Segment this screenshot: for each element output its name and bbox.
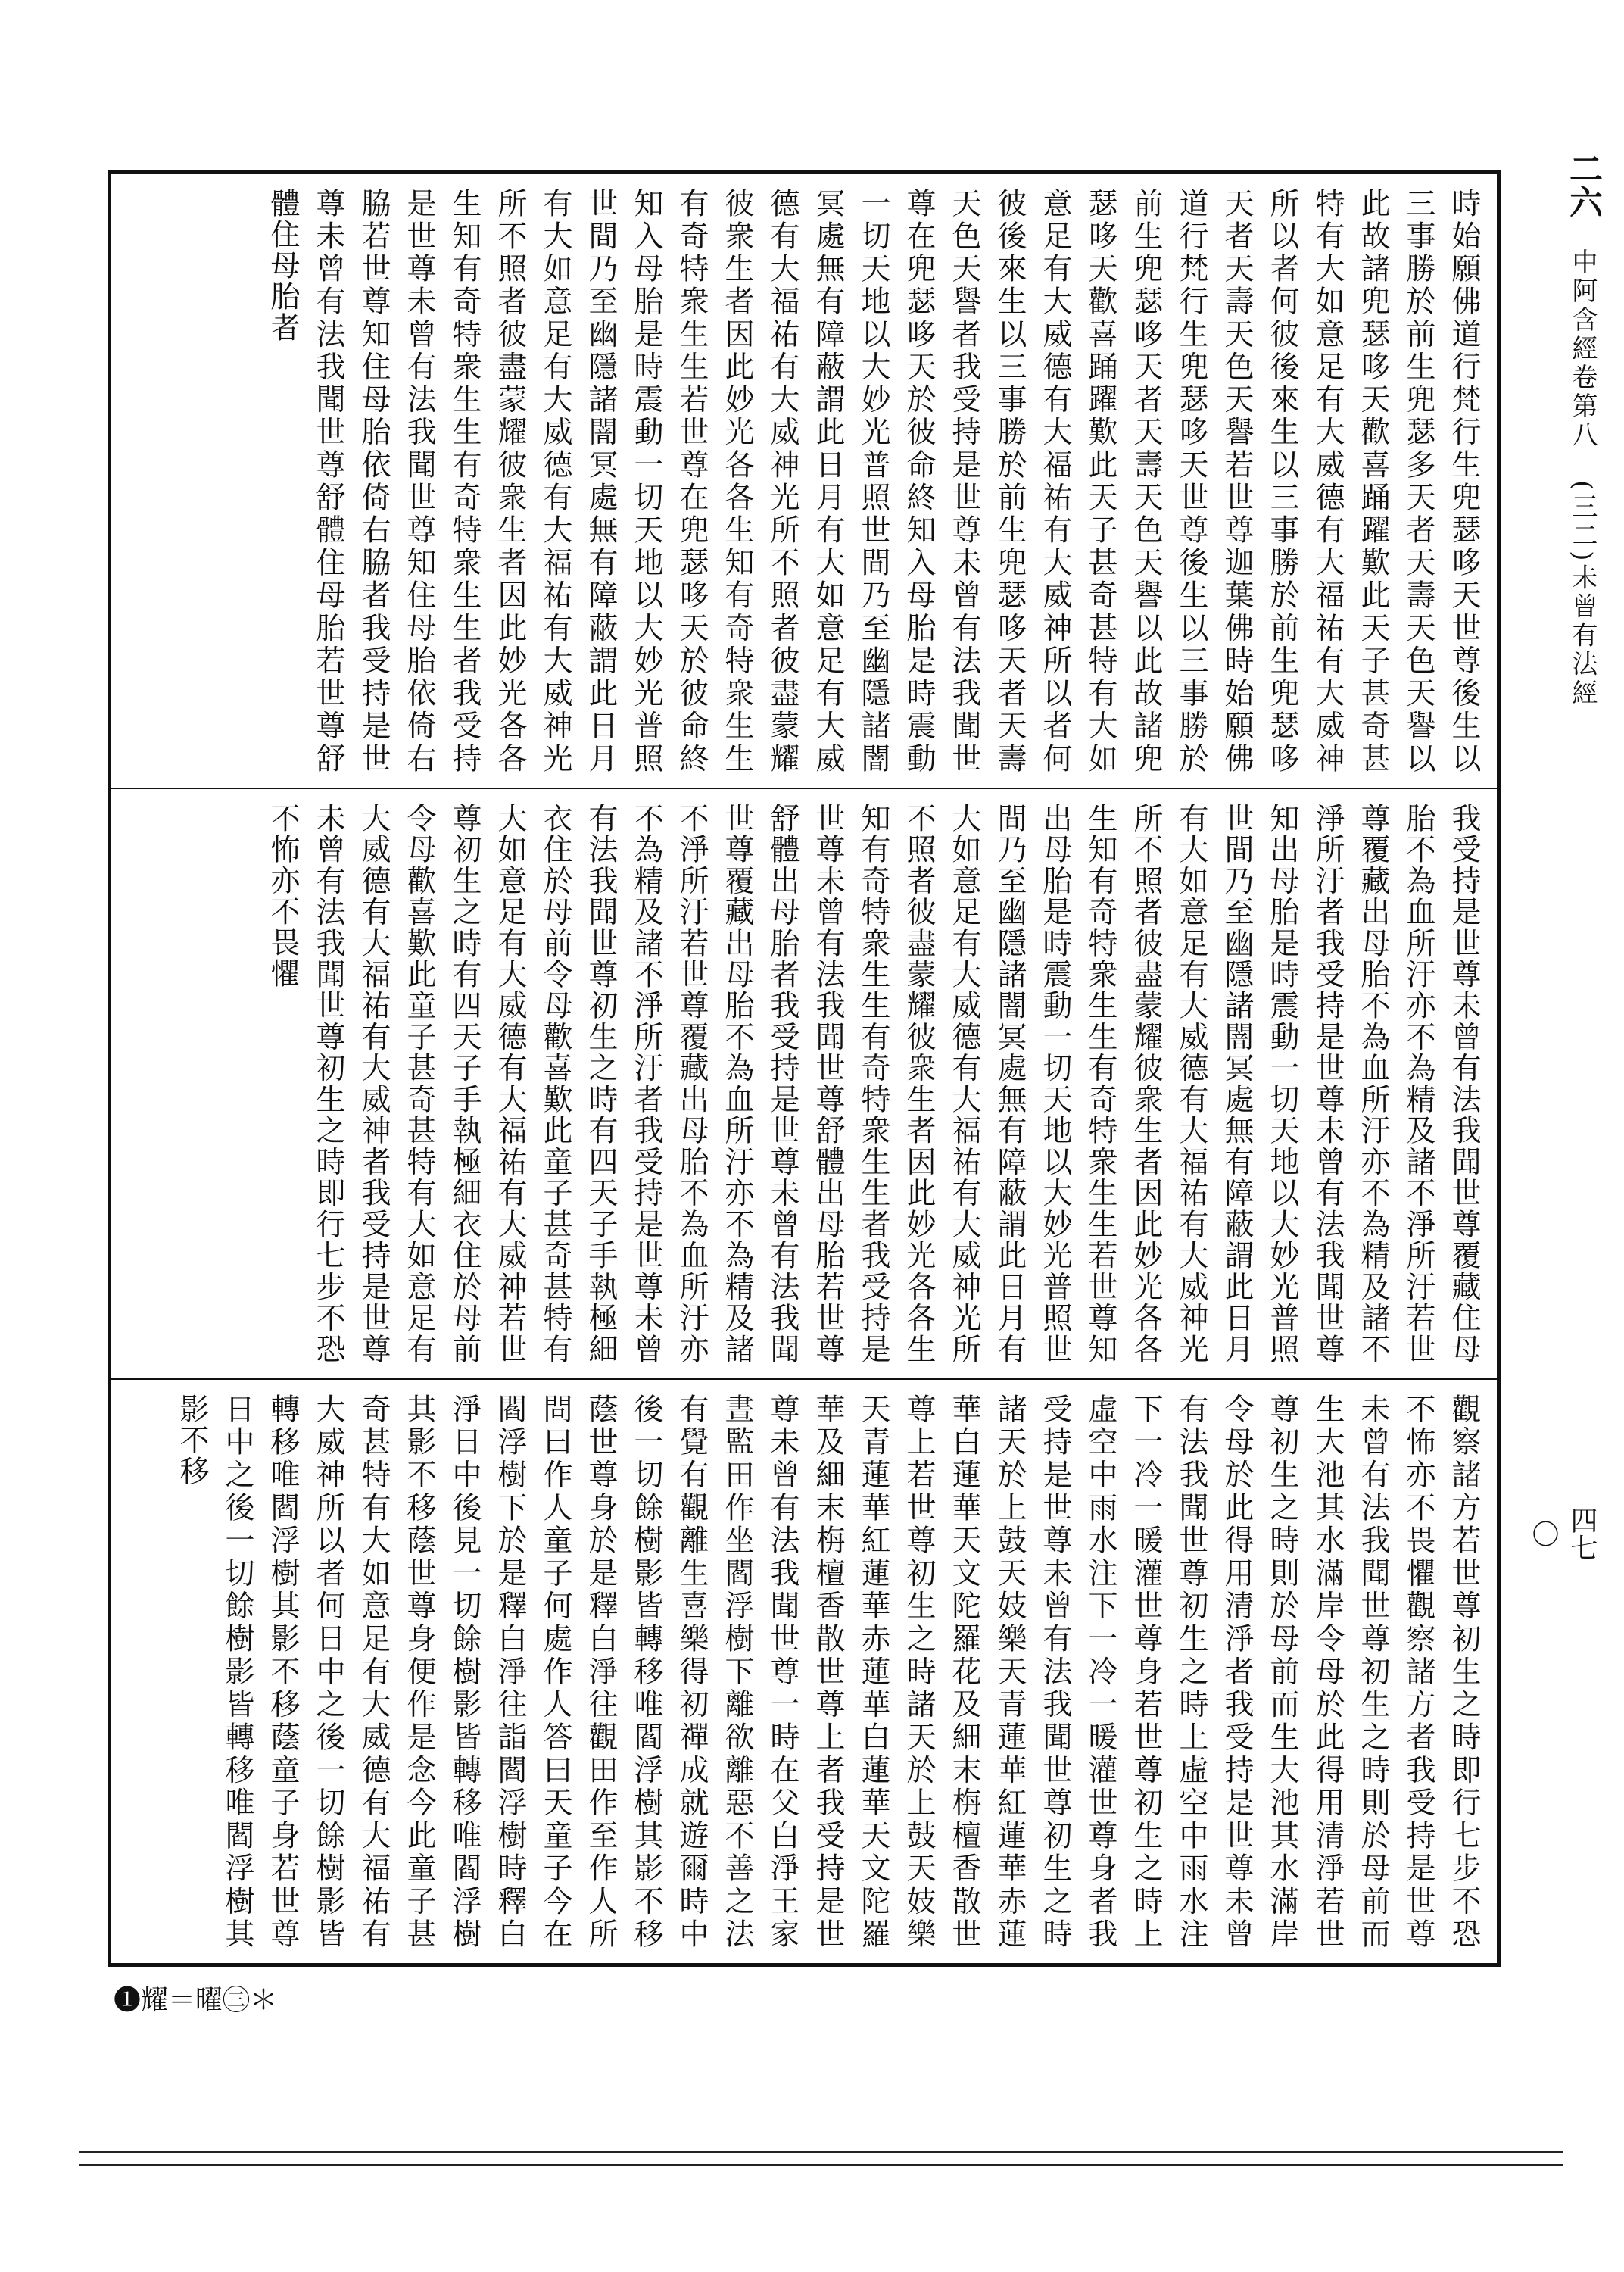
print-page-number: 四七〇 (1528, 1506, 1598, 1561)
text-register-upper (111, 174, 1497, 788)
sutra-title: (三二)未曾有法經 (1567, 480, 1598, 708)
volume-title: 中阿含經卷第八 (1567, 248, 1598, 450)
footnote: ❶耀＝曜㊂＊ (114, 1985, 278, 2016)
register-text: 時始願佛道行梵行生兜瑟哆天世尊後生以三事勝於前生兜瑟多天者天壽天色天譽以此故諸兜瑟哆天歡喜踊躍歎此天子甚奇甚特有大如意足有大威德有大福祐有大威神所以者何彼後來生以三事勝於前生兜瑟哆天者天壽天色天譽若世尊迦葉佛時始願佛道行梵行生兜瑟哆天世尊後生以三事勝於前生兜瑟哆天者天壽天色天譽以此故諸兜瑟哆天歡喜踊躍歎此天子甚奇甚特有大如意足有大威德有大福祐有大威神所以者何彼後來生以三事勝於前生兜瑟哆天者天壽天色天譽者我受持是世尊未曾有法我聞世尊在兜瑟哆天於彼命終知入母胎是時震動一切天地以大妙光普照世間乃至幽隱諸闇冥處無有障蔽謂此日月有大如意足有大威德有大福祐有大威神光所不照者彼盡蒙耀彼衆生者因此妙光各各生知有奇特衆生生有奇特衆生生若世尊在兜瑟哆天於彼命終知入母胎是時震動一切天地以大妙光普照世間乃至幽隱諸闇冥處無有障蔽謂此日月有大如意足有大威德有大福祐有大威神光所不照者彼盡蒙耀彼衆生者因此妙光各各生知有奇特衆生生有奇特衆生生者我受持是世尊未曾有法我聞世尊知住母胎依倚右脇若世尊知住母胎依倚右脇者我受持是世尊未曾有法我聞世尊舒體住母胎若世尊舒體住母胎者 (266, 188, 1481, 774)
register-text: 觀察諸方若世尊初生之時即行七步不恐不怖亦不畏懼觀察諸方者我受持是世尊未曾有法我聞世尊初生之時則於母前而生大池其水滿岸令母於此得用清淨若世尊初生之時則於母前而生大池其水滿岸令母於此得用清淨者我受持是世尊未曾有法我聞世尊初生之時上虛空中雨水注下一冷一暖灌世尊身若世尊初生之時上虛空中雨水注下一冷一暖灌世尊身者我受持是世尊未曾有法我聞世尊初生之時諸天於上鼓天妓樂天青蓮華紅蓮華赤蓮華白蓮華天文陀羅花及細末栴檀香散世尊上若世尊初生之時諸天於上鼓天妓樂天青蓮華紅蓮華赤蓮華白蓮華天文陀羅華及細末栴檀香散世尊上者我受持是世尊未曾有法我聞世尊一時在父白淨王家晝監田作坐閻浮樹下離欲離惡不善之法有覺有觀離生喜樂得初禪成就遊爾時中後一切餘樹影皆轉移唯閻浮樹其影不移蔭世尊身於是釋白淨往觀田作至作人所問曰作人童子何處作人答曰天童子今在閻浮樹下於是釋白淨往詣閻浮樹時釋白淨日中後見一切餘樹影皆轉移唯閻浮樹其影不移蔭世尊身便作是念今此童子甚奇甚特有大如意足有大威德有大福祐有大威神所以者何日中之後一切餘樹影皆轉移唯閻浮樹其影不移蔭童子身若世尊日中之後一切餘樹影皆轉移唯閻浮樹其影不移 (175, 1393, 1481, 1949)
bottom-rule (79, 2151, 1563, 2153)
page-number: 二六 (1563, 151, 1602, 218)
text-frame (108, 170, 1501, 1967)
bottom-rule-thin (79, 2164, 1563, 2166)
running-header (1507, 151, 1605, 742)
text-register-middle (111, 788, 1497, 1378)
register-text: 我受持是世尊未曾有法我聞世尊覆藏住母胎不為血所汙亦不為精及諸不淨所汙若世尊覆藏出母胎不為血所汙亦不為精及諸不淨所汙者我受持是世尊未曾有法我聞世尊知出母胎是時震動一切天地以大妙光普照世間乃至幽隱諸闇冥處無有障蔽謂此日月有大如意足有大威德有大福祐有大威神光所不照者彼盡蒙耀彼衆生者因此妙光各各生知有奇特衆生生有奇特衆生生若世尊知出母胎是時震動一切天地以大妙光普照世間乃至幽隱諸闇冥處無有障蔽謂此日月有大如意足有大威德有大福祐有大威神光所不照者彼盡蒙耀彼衆生者因此妙光各各生知有奇特衆生生有奇特衆生生者我受持是世尊未曾有法我聞世尊舒體出母胎若世尊舒體出母胎者我受持是世尊未曾有法我聞世尊覆藏出母胎不為血所汙亦不為精及諸不淨所汙若世尊覆藏出母胎不為血所汙亦不為精及諸不淨所汙者我受持是世尊未曾有法我聞世尊初生之時有四天子手執極細衣住於母前令母歡喜歎此童子甚奇甚特有大如意足有大威德有大福祐有大威神若世尊初生之時有四天子手執極細衣住於母前令母歡喜歎此童子甚奇甚特有大如意足有大威德有大福祐有大威神者我受持是世尊未曾有法我聞世尊初生之時即行七步不恐不怖亦不畏懼 (266, 803, 1481, 1365)
text-register-lower (111, 1378, 1497, 1963)
